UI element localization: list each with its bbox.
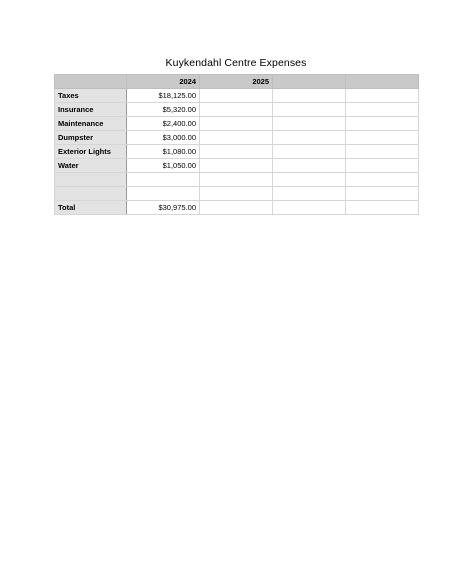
value-cell[interactable] bbox=[346, 103, 419, 117]
value-cell[interactable] bbox=[273, 131, 346, 145]
header-cell[interactable] bbox=[346, 75, 419, 89]
total-value-cell[interactable]: $30,975.00 bbox=[127, 201, 200, 215]
row-label-cell[interactable] bbox=[55, 187, 127, 201]
total-value-cell[interactable] bbox=[346, 201, 419, 215]
value-cell[interactable]: $18,125.00 bbox=[127, 89, 200, 103]
value-cell[interactable] bbox=[200, 173, 273, 187]
value-cell[interactable] bbox=[273, 117, 346, 131]
table-row bbox=[55, 117, 419, 131]
header-corner-cell[interactable] bbox=[55, 75, 127, 89]
table-row bbox=[55, 103, 419, 117]
page-title: Kuykendahl Centre Expenses bbox=[165, 57, 307, 69]
value-cell[interactable] bbox=[346, 117, 419, 131]
value-cell[interactable]: $3,000.00 bbox=[127, 131, 200, 145]
header-cell-2025[interactable]: 2025 bbox=[200, 75, 273, 89]
total-value-cell[interactable] bbox=[200, 201, 273, 215]
value-cell[interactable]: $1,080.00 bbox=[127, 145, 200, 159]
table-row bbox=[55, 131, 419, 145]
table-row bbox=[55, 173, 419, 187]
value-cell[interactable] bbox=[200, 103, 273, 117]
value-cell[interactable] bbox=[273, 187, 346, 201]
value-cell[interactable] bbox=[273, 159, 346, 173]
value-cell[interactable] bbox=[127, 173, 200, 187]
value-cell[interactable]: $1,050.00 bbox=[127, 159, 200, 173]
table-row bbox=[55, 89, 419, 103]
value-cell[interactable] bbox=[200, 187, 273, 201]
value-cell[interactable]: $5,320.00 bbox=[127, 103, 200, 117]
value-cell[interactable] bbox=[273, 173, 346, 187]
total-label-cell[interactable]: Total bbox=[55, 201, 127, 215]
row-label-cell[interactable]: Dumpster bbox=[55, 131, 127, 145]
row-label-cell[interactable]: Taxes bbox=[55, 89, 127, 103]
value-cell[interactable] bbox=[200, 89, 273, 103]
value-cell[interactable] bbox=[346, 187, 419, 201]
value-cell[interactable] bbox=[200, 131, 273, 145]
value-cell[interactable] bbox=[346, 131, 419, 145]
value-cell[interactable] bbox=[273, 89, 346, 103]
value-cell[interactable] bbox=[346, 89, 419, 103]
value-cell[interactable] bbox=[346, 173, 419, 187]
table-row bbox=[55, 187, 419, 201]
value-cell[interactable]: $2,400.00 bbox=[127, 117, 200, 131]
header-cell[interactable] bbox=[273, 75, 346, 89]
expenses-table bbox=[54, 74, 419, 215]
total-row bbox=[55, 201, 419, 215]
value-cell[interactable] bbox=[346, 159, 419, 173]
header-row bbox=[55, 75, 419, 89]
table-row bbox=[55, 159, 419, 173]
row-label-cell[interactable]: Water bbox=[55, 159, 127, 173]
row-label-cell[interactable] bbox=[55, 173, 127, 187]
value-cell[interactable] bbox=[200, 159, 273, 173]
value-cell[interactable] bbox=[273, 103, 346, 117]
total-value-cell[interactable] bbox=[273, 201, 346, 215]
header-cell-2024[interactable]: 2024 bbox=[127, 75, 200, 89]
row-label-cell[interactable]: Insurance bbox=[55, 103, 127, 117]
value-cell[interactable] bbox=[273, 145, 346, 159]
value-cell[interactable] bbox=[200, 117, 273, 131]
row-label-cell[interactable]: Maintenance bbox=[55, 117, 127, 131]
table-row bbox=[55, 145, 419, 159]
row-label-cell[interactable]: Exterior Lights bbox=[55, 145, 127, 159]
value-cell[interactable] bbox=[346, 145, 419, 159]
value-cell[interactable] bbox=[200, 145, 273, 159]
value-cell[interactable] bbox=[127, 187, 200, 201]
